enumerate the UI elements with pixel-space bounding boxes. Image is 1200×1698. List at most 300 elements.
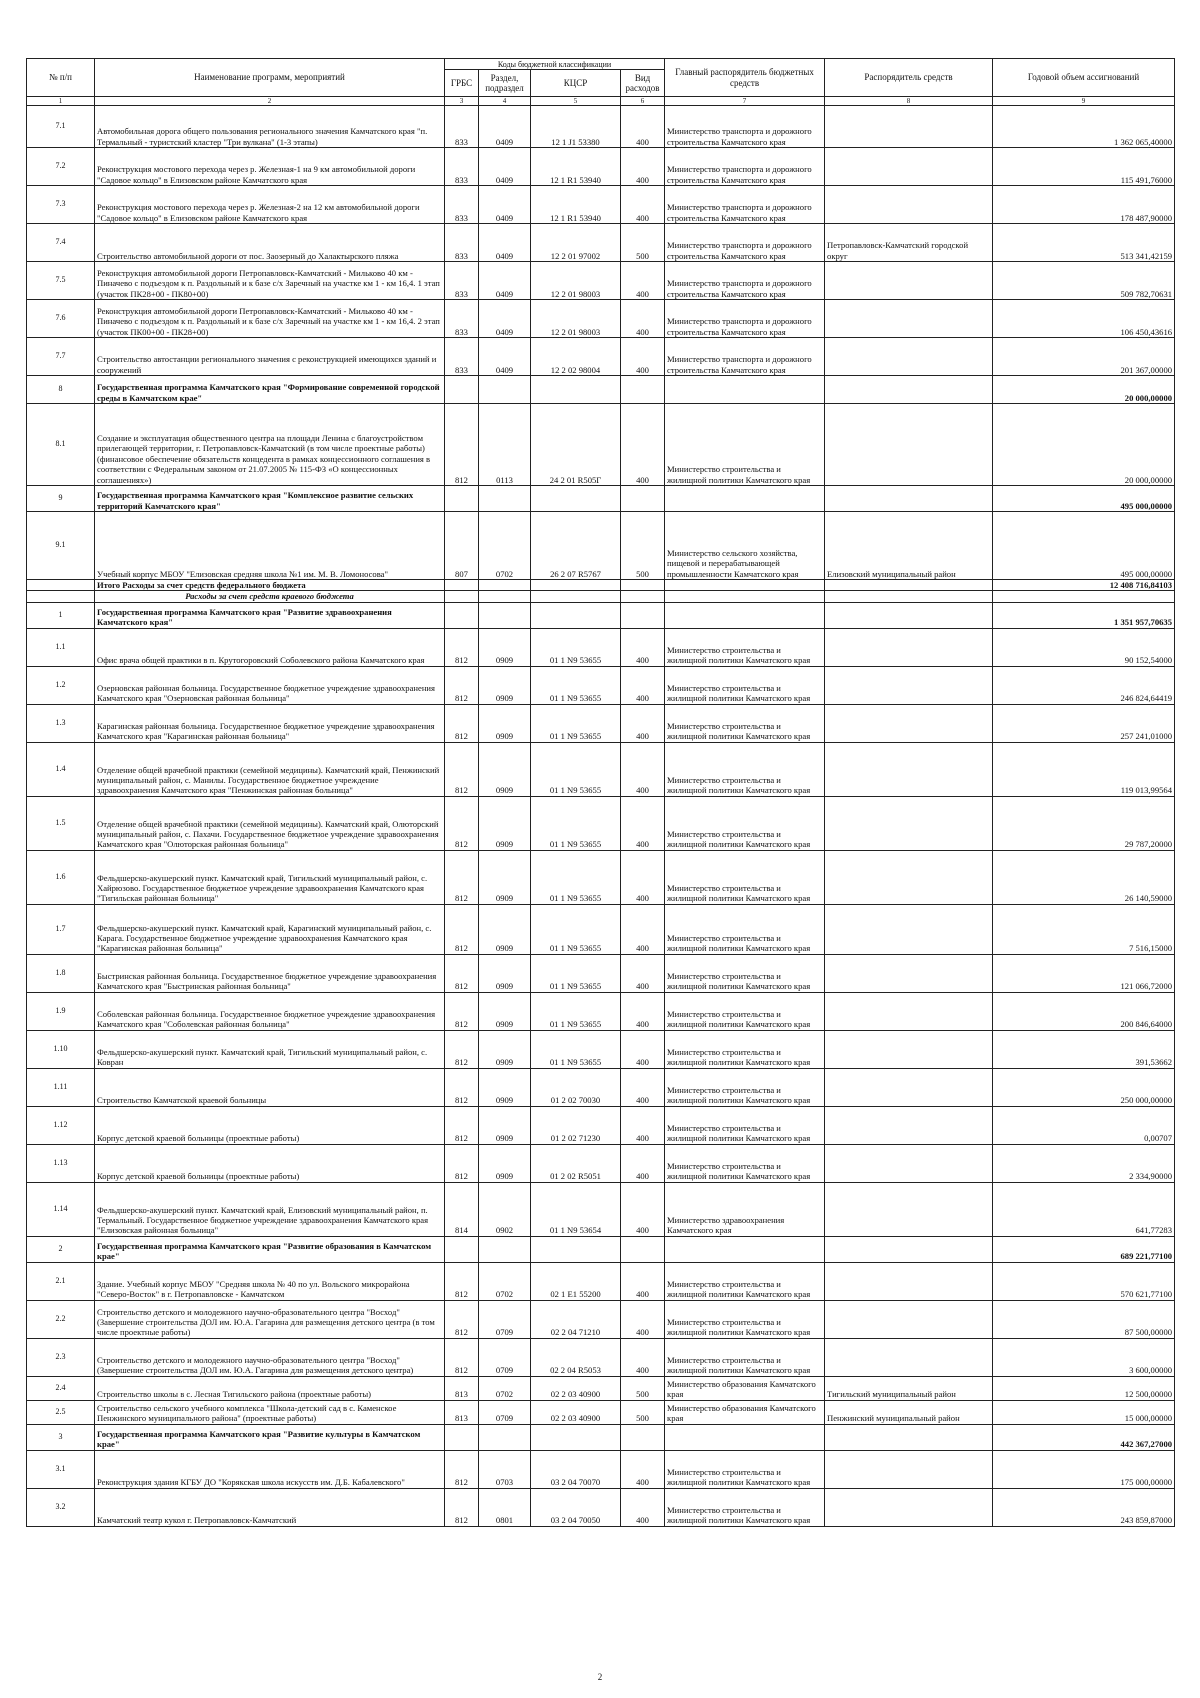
row-name: Корпус детской краевой больницы (проектные работы) xyxy=(95,1144,445,1182)
budget-table xyxy=(26,58,1175,1527)
row-number: 9 xyxy=(27,486,95,512)
column-index-row xyxy=(27,97,1175,106)
row-kcsr: 01 2 02 71230 xyxy=(531,1106,621,1144)
row-vid: 400 xyxy=(621,850,665,904)
row-name: Строительство Камчатской краевой больницы xyxy=(95,1068,445,1106)
row-kcsr: 02 1 E1 55200 xyxy=(531,1262,621,1300)
table-row xyxy=(27,486,1175,512)
table-body xyxy=(27,106,1175,1527)
row-name: Офис врача общей практики в п. Крутогоровский Соболевского района Камчатского края xyxy=(95,628,445,666)
row-vid: 400 xyxy=(621,666,665,704)
row-kcsr: 26 2 07 R5767 xyxy=(531,512,621,580)
table-row xyxy=(27,1030,1175,1068)
row-amount: 201 367,00000 xyxy=(993,338,1175,376)
row-main-manager: Министерство образования Камчатского края xyxy=(665,1400,825,1424)
row-razdel: 0909 xyxy=(479,904,531,954)
row-name: Государственная программа Камчатского края "Развитие культуры в Камчатском крае" xyxy=(95,1424,445,1450)
table-row xyxy=(27,186,1175,224)
row-amount: 26 140,59000 xyxy=(993,850,1175,904)
row-grbs: 812 xyxy=(445,850,479,904)
table-row xyxy=(27,1376,1175,1400)
row-kcsr xyxy=(531,376,621,404)
table-row xyxy=(27,1450,1175,1488)
row-kcsr xyxy=(531,1424,621,1450)
row-number xyxy=(27,580,95,591)
row-razdel xyxy=(479,591,531,602)
row-main-manager xyxy=(665,580,825,591)
row-vid: 400 xyxy=(621,106,665,148)
table-row xyxy=(27,376,1175,404)
row-razdel: 0409 xyxy=(479,148,531,186)
row-main-manager: Министерство здравоохранения Камчатского края xyxy=(665,1182,825,1236)
table-row xyxy=(27,1144,1175,1182)
row-vid xyxy=(621,1424,665,1450)
row-name: Реконструкция автомобильной дороги Петропавловск-Камчатский - Мильково 40 км - Пиначево с подъездом к п. Раздольный и к базе с/х Заречный на участке км 1 - км 16,4. 1 этап (участок ПК28+00 - ПК80+00) xyxy=(95,262,445,300)
header-row-top xyxy=(27,59,1175,70)
row-grbs: 812 xyxy=(445,954,479,992)
row-name: Государственная программа Камчатского края "Развитие здравоохранения Камчатского края" xyxy=(95,602,445,628)
row-amount: 2 334,90000 xyxy=(993,1144,1175,1182)
row-name: Расходы за счет средств краевого бюджета xyxy=(95,591,445,602)
column-index: 5 xyxy=(531,97,621,106)
row-vid: 500 xyxy=(621,1400,665,1424)
row-main-manager: Министерство строительства и жилищной политики Камчатского края xyxy=(665,992,825,1030)
row-grbs: 833 xyxy=(445,300,479,338)
row-amount: 115 491,76000 xyxy=(993,148,1175,186)
table-row xyxy=(27,1182,1175,1236)
row-vid: 400 xyxy=(621,1262,665,1300)
row-number: 2.3 xyxy=(27,1338,95,1376)
row-main-manager: Министерство строительства и жилищной политики Камчатского края xyxy=(665,954,825,992)
row-razdel: 0703 xyxy=(479,1450,531,1488)
row-razdel: 0409 xyxy=(479,300,531,338)
table-row xyxy=(27,666,1175,704)
row-amount: 20 000,00000 xyxy=(993,404,1175,486)
row-manager xyxy=(825,262,993,300)
row-number: 1.1 xyxy=(27,628,95,666)
row-manager: Тигильский муниципальный район xyxy=(825,1376,993,1400)
row-number: 1.4 xyxy=(27,742,95,796)
row-razdel: 0909 xyxy=(479,1144,531,1182)
row-main-manager: Министерство строительства и жилищной политики Камчатского края xyxy=(665,1030,825,1068)
row-grbs: 833 xyxy=(445,148,479,186)
row-amount: 178 487,90000 xyxy=(993,186,1175,224)
table-row xyxy=(27,148,1175,186)
row-manager xyxy=(825,580,993,591)
row-kcsr xyxy=(531,486,621,512)
row-grbs xyxy=(445,1424,479,1450)
row-amount: 509 782,70631 xyxy=(993,262,1175,300)
row-razdel: 0801 xyxy=(479,1488,531,1526)
row-grbs xyxy=(445,591,479,602)
row-manager xyxy=(825,742,993,796)
row-number: 2.1 xyxy=(27,1262,95,1300)
row-amount: 121 066,72000 xyxy=(993,954,1175,992)
row-manager: Елизовский муниципальный район xyxy=(825,512,993,580)
row-amount: 246 824,64419 xyxy=(993,666,1175,704)
row-name: Корпус детской краевой больницы (проектные работы) xyxy=(95,1106,445,1144)
col-header-vid: Вид расходов xyxy=(621,70,665,97)
row-kcsr: 02 2 03 40900 xyxy=(531,1400,621,1424)
row-main-manager: Министерство строительства и жилищной политики Камчатского края xyxy=(665,796,825,850)
row-vid: 400 xyxy=(621,1300,665,1338)
row-main-manager: Министерство транспорта и дорожного строительства Камчатского края xyxy=(665,148,825,186)
row-razdel xyxy=(479,486,531,512)
row-name: Строительство автомобильной дороги от пос. Заозерный до Халактырского пляжа xyxy=(95,224,445,262)
row-number: 2.2 xyxy=(27,1300,95,1338)
row-main-manager xyxy=(665,376,825,404)
table-row xyxy=(27,106,1175,148)
row-vid: 400 xyxy=(621,1338,665,1376)
row-grbs: 812 xyxy=(445,1488,479,1526)
row-grbs: 812 xyxy=(445,1338,479,1376)
row-grbs: 833 xyxy=(445,338,479,376)
row-vid: 400 xyxy=(621,262,665,300)
row-razdel xyxy=(479,376,531,404)
row-main-manager: Министерство транспорта и дорожного строительства Камчатского края xyxy=(665,186,825,224)
row-kcsr xyxy=(531,1236,621,1262)
row-manager xyxy=(825,954,993,992)
row-vid: 400 xyxy=(621,704,665,742)
row-main-manager: Министерство строительства и жилищной политики Камчатского края xyxy=(665,1144,825,1182)
row-grbs: 812 xyxy=(445,1106,479,1144)
col-header-num: № п/п xyxy=(27,59,95,97)
row-manager xyxy=(825,376,993,404)
row-amount: 15 000,00000 xyxy=(993,1400,1175,1424)
row-amount: 12 408 716,84103 xyxy=(993,580,1175,591)
row-kcsr: 02 2 03 40900 xyxy=(531,1376,621,1400)
row-vid: 400 xyxy=(621,1068,665,1106)
row-grbs: 833 xyxy=(445,106,479,148)
table-row xyxy=(27,1338,1175,1376)
row-manager xyxy=(825,1262,993,1300)
row-main-manager: Министерство строительства и жилищной политики Камчатского края xyxy=(665,666,825,704)
row-name: Отделение общей врачебной практики (семейной медицины). Камчатский край, Пенжинский муниципальный район, с. Манилы. Государственное бюджетное учреждение здравоохранения Камчатского края "Пенжинская районная больница" xyxy=(95,742,445,796)
row-grbs xyxy=(445,580,479,591)
row-manager xyxy=(825,106,993,148)
row-vid: 400 xyxy=(621,148,665,186)
row-razdel: 0909 xyxy=(479,1106,531,1144)
row-vid: 400 xyxy=(621,186,665,224)
row-grbs xyxy=(445,1236,479,1262)
row-manager xyxy=(825,1236,993,1262)
row-number: 1.10 xyxy=(27,1030,95,1068)
row-manager xyxy=(825,850,993,904)
row-kcsr: 24 2 01 R505Г xyxy=(531,404,621,486)
table-row xyxy=(27,262,1175,300)
row-manager: Петропавловск-Камчатский городской округ xyxy=(825,224,993,262)
row-razdel: 0909 xyxy=(479,628,531,666)
row-manager xyxy=(825,1450,993,1488)
row-manager xyxy=(825,300,993,338)
row-main-manager: Министерство строительства и жилищной политики Камчатского края xyxy=(665,850,825,904)
row-name: Государственная программа Камчатского края "Развитие образования в Камчатском крае" xyxy=(95,1236,445,1262)
row-kcsr: 01 1 N9 53654 xyxy=(531,1182,621,1236)
row-manager xyxy=(825,796,993,850)
row-grbs: 812 xyxy=(445,1300,479,1338)
table-row xyxy=(27,954,1175,992)
row-vid: 400 xyxy=(621,796,665,850)
row-vid: 400 xyxy=(621,1144,665,1182)
row-amount: 20 000,00000 xyxy=(993,376,1175,404)
row-amount: 200 846,64000 xyxy=(993,992,1175,1030)
row-razdel: 0409 xyxy=(479,224,531,262)
row-number: 1.2 xyxy=(27,666,95,704)
row-name: Фельдшерско-акушерский пункт. Камчатский край, Елизовский муниципальный район, п. Термальный. Государственное бюджетное учреждение здравоохранения Камчатского края "Елизовская районная больница" xyxy=(95,1182,445,1236)
table-row xyxy=(27,904,1175,954)
row-razdel: 0113 xyxy=(479,404,531,486)
row-razdel xyxy=(479,1424,531,1450)
row-razdel xyxy=(479,580,531,591)
row-number: 1.3 xyxy=(27,704,95,742)
row-number: 7.2 xyxy=(27,148,95,186)
row-vid: 400 xyxy=(621,404,665,486)
row-manager xyxy=(825,1424,993,1450)
row-main-manager: Министерство транспорта и дорожного строительства Камчатского края xyxy=(665,262,825,300)
row-vid xyxy=(621,376,665,404)
row-grbs: 812 xyxy=(445,992,479,1030)
row-manager xyxy=(825,666,993,704)
col-header-kcsr: КЦСР xyxy=(531,70,621,97)
row-kcsr: 12 1 R1 53940 xyxy=(531,186,621,224)
row-name: Государственная программа Камчатского края "Формирование современной городской среды в Камчатском крае" xyxy=(95,376,445,404)
col-header-annual: Годовой объем ассигнований xyxy=(993,59,1175,97)
table-row xyxy=(27,1300,1175,1338)
row-number: 7.1 xyxy=(27,106,95,148)
table-row xyxy=(27,742,1175,796)
row-number: 1.8 xyxy=(27,954,95,992)
row-manager: Пенжинский муниципальный район xyxy=(825,1400,993,1424)
row-number: 1 xyxy=(27,602,95,628)
row-razdel: 0909 xyxy=(479,850,531,904)
table-row xyxy=(27,1262,1175,1300)
row-main-manager: Министерство строительства и жилищной политики Камчатского края xyxy=(665,1262,825,1300)
row-main-manager xyxy=(665,486,825,512)
row-grbs: 812 xyxy=(445,704,479,742)
row-kcsr: 01 2 02 R5051 xyxy=(531,1144,621,1182)
row-vid xyxy=(621,602,665,628)
row-kcsr: 01 1 N9 53655 xyxy=(531,704,621,742)
col-header-manager: Распорядитель средств xyxy=(825,59,993,97)
row-name: Государственная программа Камчатского края "Комплексное развитие сельских территорий Камчатского края" xyxy=(95,486,445,512)
row-kcsr: 12 2 01 97002 xyxy=(531,224,621,262)
row-manager xyxy=(825,338,993,376)
row-amount: 3 600,00000 xyxy=(993,1338,1175,1376)
row-number: 9.1 xyxy=(27,512,95,580)
row-amount: 1 362 065,40000 xyxy=(993,106,1175,148)
row-razdel: 0909 xyxy=(479,796,531,850)
col-header-main-manager: Главный распорядитель бюджетных средств xyxy=(665,59,825,97)
row-name: Учебный корпус МБОУ "Елизовская средняя школа №1 им. М. В. Ломоносова" xyxy=(95,512,445,580)
row-amount: 90 152,54000 xyxy=(993,628,1175,666)
row-number: 3.1 xyxy=(27,1450,95,1488)
row-name: Реконструкция здания КГБУ ДО "Корякская школа искусств им. Д.Б. Кабалевского" xyxy=(95,1450,445,1488)
row-razdel: 0909 xyxy=(479,992,531,1030)
row-manager xyxy=(825,1068,993,1106)
row-manager xyxy=(825,404,993,486)
row-vid xyxy=(621,591,665,602)
row-manager xyxy=(825,602,993,628)
row-manager xyxy=(825,1030,993,1068)
table-row xyxy=(27,1068,1175,1106)
row-amount: 87 500,00000 xyxy=(993,1300,1175,1338)
row-vid: 400 xyxy=(621,628,665,666)
row-kcsr: 01 2 02 70030 xyxy=(531,1068,621,1106)
row-amount: 243 859,87000 xyxy=(993,1488,1175,1526)
row-vid: 400 xyxy=(621,992,665,1030)
row-amount: 257 241,01000 xyxy=(993,704,1175,742)
row-vid xyxy=(621,486,665,512)
row-amount: 12 500,00000 xyxy=(993,1376,1175,1400)
row-name: Соболевская районная больница. Государственное бюджетное учреждение здравоохранения Камчатского края "Соболевская районная больница" xyxy=(95,992,445,1030)
row-kcsr: 01 1 N9 53655 xyxy=(531,628,621,666)
row-main-manager: Министерство строительства и жилищной политики Камчатского края xyxy=(665,404,825,486)
row-kcsr xyxy=(531,591,621,602)
row-name: Фельдшерско-акушерский пункт. Камчатский край, Карагинский муниципальный район, с. Карага. Государственное бюджетное учреждение здравоохранения Камчатского края "Карагинская районная больница" xyxy=(95,904,445,954)
row-amount: 175 000,00000 xyxy=(993,1450,1175,1488)
row-name: Итого Расходы за счет средств федерального бюджета xyxy=(95,580,445,591)
row-razdel: 0409 xyxy=(479,106,531,148)
row-amount: 1 351 957,70635 xyxy=(993,602,1175,628)
row-razdel: 0709 xyxy=(479,1400,531,1424)
row-kcsr: 12 2 02 98004 xyxy=(531,338,621,376)
row-name: Строительство сельского учебного комплекса "Школа-детский сад в с. Каменское Пенжинского муниципального района" (проектные работы) xyxy=(95,1400,445,1424)
row-amount: 250 000,00000 xyxy=(993,1068,1175,1106)
row-main-manager: Министерство строительства и жилищной политики Камчатского края xyxy=(665,1068,825,1106)
row-kcsr: 01 1 N9 53655 xyxy=(531,1030,621,1068)
row-manager xyxy=(825,1338,993,1376)
row-razdel: 0909 xyxy=(479,954,531,992)
row-amount: 442 367,27000 xyxy=(993,1424,1175,1450)
row-manager xyxy=(825,704,993,742)
table-row xyxy=(27,224,1175,262)
row-grbs: 812 xyxy=(445,742,479,796)
row-main-manager: Министерство транспорта и дорожного строительства Камчатского края xyxy=(665,224,825,262)
col-header-razdel: Раздел, подраздел xyxy=(479,70,531,97)
row-kcsr: 12 1 R1 53940 xyxy=(531,148,621,186)
row-name: Строительство автостанции регионального значения с реконструкцией имеющихся зданий и сооружений xyxy=(95,338,445,376)
row-grbs: 814 xyxy=(445,1182,479,1236)
table-row xyxy=(27,338,1175,376)
row-razdel xyxy=(479,602,531,628)
row-name: Реконструкция автомобильной дороги Петропавловск-Камчатский - Мильково 40 км - Пиначево с подъездом к п. Раздольный и к базе с/х Заречный на участке км 1 - км 16,4. 2 этап (участок ПК00+00 - ПК28+00) xyxy=(95,300,445,338)
row-kcsr: 01 1 N9 53655 xyxy=(531,796,621,850)
row-grbs: 812 xyxy=(445,904,479,954)
row-manager xyxy=(825,904,993,954)
row-main-manager: Министерство строительства и жилищной политики Камчатского края xyxy=(665,1300,825,1338)
row-manager xyxy=(825,628,993,666)
row-name: Озерновская районная больница. Государственное бюджетное учреждение здравоохранения Камчатского края "Озерновская районная больница" xyxy=(95,666,445,704)
row-vid: 400 xyxy=(621,1182,665,1236)
table-row xyxy=(27,1106,1175,1144)
row-vid: 400 xyxy=(621,300,665,338)
row-grbs: 812 xyxy=(445,628,479,666)
row-main-manager: Министерство строительства и жилищной политики Камчатского края xyxy=(665,1106,825,1144)
row-number: 7.6 xyxy=(27,300,95,338)
row-main-manager xyxy=(665,1236,825,1262)
row-name: Карагинская районная больница. Государственное бюджетное учреждение здравоохранения Камчатского края "Карагинская районная больница" xyxy=(95,704,445,742)
row-manager xyxy=(825,1488,993,1526)
row-main-manager xyxy=(665,1424,825,1450)
row-razdel: 0702 xyxy=(479,1376,531,1400)
table-row xyxy=(27,1488,1175,1526)
column-index: 7 xyxy=(665,97,825,106)
col-header-codes-group: Коды бюджетной классификации xyxy=(445,59,665,70)
row-kcsr: 01 1 N9 53655 xyxy=(531,904,621,954)
row-number: 7.5 xyxy=(27,262,95,300)
row-kcsr: 02 2 04 R5053 xyxy=(531,1338,621,1376)
budget-table-sheet xyxy=(26,58,1174,1527)
row-grbs: 812 xyxy=(445,1450,479,1488)
row-grbs: 812 xyxy=(445,1144,479,1182)
row-name: Реконструкция мостового перехода через р. Железная-1 на 9 км автомобильной дороги "Садовое кольцо" в Елизовском районе Камчатского края xyxy=(95,148,445,186)
row-kcsr: 01 1 N9 53655 xyxy=(531,954,621,992)
row-razdel: 0702 xyxy=(479,512,531,580)
row-grbs: 813 xyxy=(445,1400,479,1424)
row-kcsr xyxy=(531,580,621,591)
row-razdel: 0409 xyxy=(479,338,531,376)
table-row xyxy=(27,992,1175,1030)
row-grbs: 833 xyxy=(445,186,479,224)
row-razdel: 0909 xyxy=(479,666,531,704)
row-vid: 500 xyxy=(621,224,665,262)
row-vid: 500 xyxy=(621,512,665,580)
table-row xyxy=(27,850,1175,904)
row-grbs: 812 xyxy=(445,796,479,850)
row-main-manager: Министерство транспорта и дорожного строительства Камчатского края xyxy=(665,106,825,148)
row-razdel: 0709 xyxy=(479,1300,531,1338)
column-index: 6 xyxy=(621,97,665,106)
row-number: 1.7 xyxy=(27,904,95,954)
row-name: Отделение общей врачебной практики (семейной медицины). Камчатский край, Олюторский муниципальный район, с. Пахачи. Государственное бюджетное учреждение здравоохранения Камчатского края "Олюторская районная больница" xyxy=(95,796,445,850)
row-main-manager: Министерство строительства и жилищной политики Камчатского края xyxy=(665,742,825,796)
row-amount: 7 516,15000 xyxy=(993,904,1175,954)
row-vid: 400 xyxy=(621,1450,665,1488)
table-row xyxy=(27,704,1175,742)
row-number: 3.2 xyxy=(27,1488,95,1526)
table-row xyxy=(27,591,1175,602)
col-header-name: Наименование программ, мероприятий xyxy=(95,59,445,97)
row-razdel: 0909 xyxy=(479,742,531,796)
row-amount xyxy=(993,591,1175,602)
row-amount: 119 013,99564 xyxy=(993,742,1175,796)
row-amount: 641,77283 xyxy=(993,1182,1175,1236)
row-number: 2.5 xyxy=(27,1400,95,1424)
row-grbs: 833 xyxy=(445,262,479,300)
row-amount: 106 450,43616 xyxy=(993,300,1175,338)
row-main-manager: Министерство строительства и жилищной политики Камчатского края xyxy=(665,628,825,666)
row-vid xyxy=(621,580,665,591)
row-grbs: 812 xyxy=(445,404,479,486)
row-grbs: 812 xyxy=(445,1068,479,1106)
row-number xyxy=(27,591,95,602)
row-kcsr: 01 1 N9 53655 xyxy=(531,850,621,904)
table-row xyxy=(27,580,1175,591)
row-razdel: 0902 xyxy=(479,1182,531,1236)
row-razdel: 0409 xyxy=(479,186,531,224)
table-row xyxy=(27,602,1175,628)
row-amount: 495 000,00000 xyxy=(993,512,1175,580)
row-number: 1.14 xyxy=(27,1182,95,1236)
row-vid: 400 xyxy=(621,742,665,796)
row-grbs xyxy=(445,376,479,404)
column-index: 9 xyxy=(993,97,1175,106)
table-row xyxy=(27,1400,1175,1424)
row-manager xyxy=(825,486,993,512)
row-main-manager: Министерство транспорта и дорожного строительства Камчатского края xyxy=(665,338,825,376)
row-kcsr: 03 2 04 70050 xyxy=(531,1488,621,1526)
row-main-manager xyxy=(665,602,825,628)
